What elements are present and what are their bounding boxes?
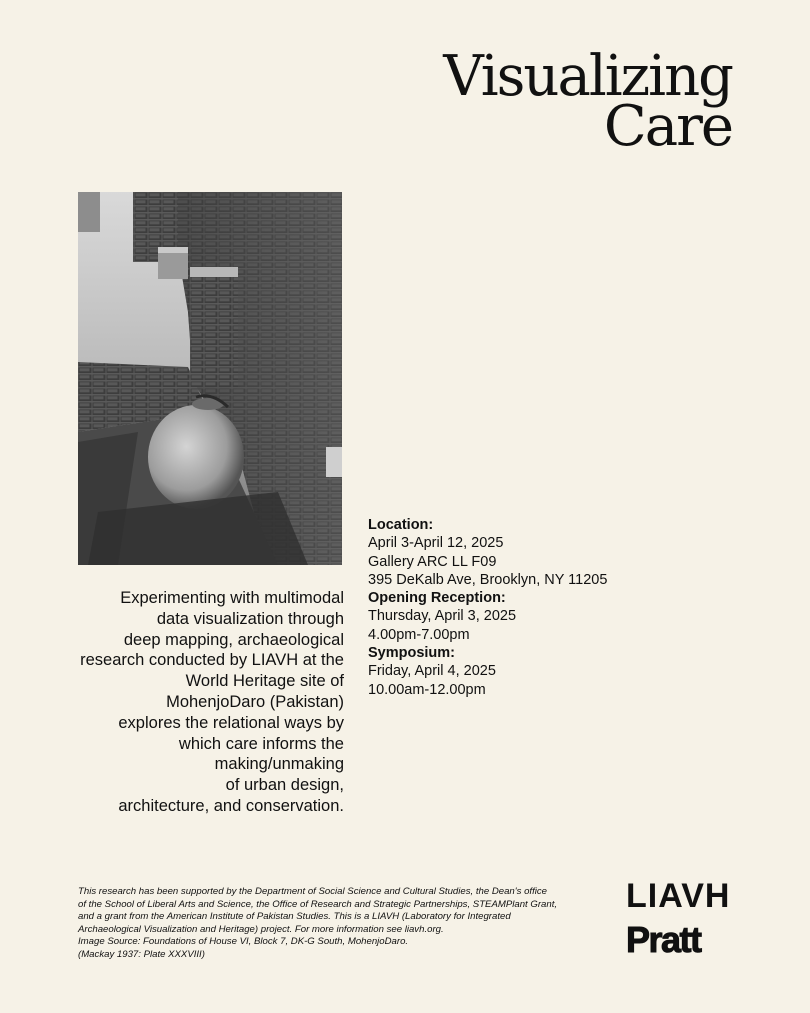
location-label: Location: bbox=[368, 517, 434, 533]
description-line: World Heritage site of bbox=[185, 672, 344, 691]
excavation-photo bbox=[78, 192, 342, 565]
credits-line: Archaeological Visualization and Heritage) project. For more information see liavh.org. bbox=[78, 923, 444, 935]
event-info bbox=[368, 516, 607, 699]
description-line: which care informs the bbox=[178, 734, 344, 753]
symposium-time: 10.00am-12.00pm bbox=[368, 681, 486, 698]
credits-text bbox=[78, 886, 608, 962]
description-line: making/unmaking bbox=[214, 755, 344, 774]
credits-line: Image Source: Foundations of House VI, Block 7, DK-G South, MohenjoDaro. bbox=[78, 936, 409, 948]
description-line: architecture, and conservation. bbox=[118, 796, 344, 815]
description-line: of urban design, bbox=[225, 776, 344, 795]
address: 395 DeKalb Ave, Brooklyn, NY 11205 bbox=[368, 571, 608, 588]
credits-line: (Mackay 1937: Plate XXXVIII) bbox=[78, 948, 205, 960]
title-line-2: Care bbox=[603, 94, 732, 159]
description-line: research conducted by LIAVH at the bbox=[80, 651, 344, 670]
liavh-logo: LIAVH bbox=[626, 877, 731, 915]
credits-line: This research has been supported by the Department of Social Science and Cultural Studies, the Dean's office bbox=[78, 886, 547, 897]
gallery-name: Gallery ARC LL F09 bbox=[368, 553, 497, 570]
symposium-date: Friday, April 4, 2025 bbox=[368, 663, 496, 680]
description-line: explores the relational ways by bbox=[118, 713, 344, 732]
reception-date: Thursday, April 3, 2025 bbox=[368, 608, 517, 625]
description-line: data visualization through bbox=[156, 609, 344, 628]
description-line: Experimenting with multimodal bbox=[120, 589, 344, 607]
credits-line: of the School of Liberal Arts and Science, the Office of Research and Strategic Partnerships, STEAMPlant Grant, bbox=[78, 898, 558, 910]
pratt-logo: Pratt bbox=[626, 919, 701, 960]
reception-time: 4.00pm-7.00pm bbox=[368, 626, 470, 643]
reception-label: Opening Reception: bbox=[368, 590, 506, 607]
description-line: MohenjoDaro (Pakistan) bbox=[166, 692, 344, 711]
symposium-label: Symposium: bbox=[368, 645, 456, 662]
exhibition-dates: April 3-April 12, 2025 bbox=[368, 535, 504, 552]
credits-line: and a grant from the American Institute of Pakistan Studies. This is a LIAVH (Laboratory for Integrated bbox=[78, 911, 511, 923]
description-line: deep mapping, archaeological bbox=[123, 630, 344, 649]
poster-title bbox=[443, 44, 732, 159]
exhibition-description bbox=[60, 588, 344, 817]
title-line-1: Visualizing bbox=[443, 44, 732, 109]
